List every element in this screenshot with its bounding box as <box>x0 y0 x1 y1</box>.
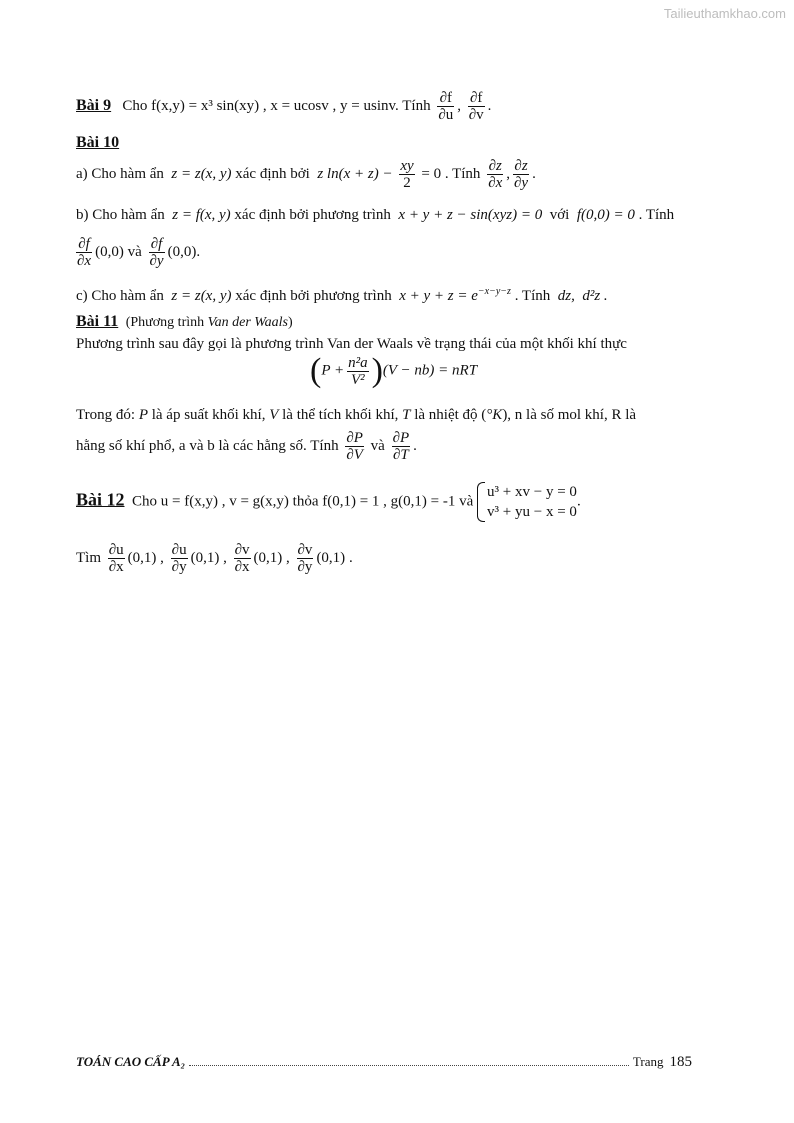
derivative-dv-dy: $\frac{\partial v}{\partial y}$ <box>297 542 313 575</box>
exercise-9: Bài 9 Cho f(x,y) = x³ sin(xy) , x = ucosv , y = usinv. Tính $\frac{\partial f}{\partial u}$ , $\frac{\partial f}{\partial v}$ . <box>76 90 492 123</box>
exercise-10-title-row <box>76 134 119 152</box>
exercise-10c-tinh: . Tính <box>514 288 551 304</box>
exercise-10a: a) Cho hàm ẩn z = z(x, y) xác định bởi z ln(x + z) − $\frac{xy}{2}$ = 0 . Tính $\frac{\partial z}{\partial x}$ , $\frac{\partial z}{\partial y}$ . <box>76 158 536 191</box>
exercise-10a-equation-left: z ln(x + z) − <box>317 165 393 182</box>
exponent: −x−y−z <box>477 286 511 297</box>
exercise-10b-tinh: . Tính <box>638 207 675 223</box>
exercise-11-definitions: Trong đó: P là áp suất khối khí, V là thể tích khối khí, T là nhiệt độ (°K), n là số mol khí, R là <box>76 407 637 423</box>
exercise-11-title: Bài 11 <box>76 313 119 330</box>
derivative-dv-dx: $\frac{\partial v}{\partial x}$ <box>234 542 250 575</box>
point-0-0: (0,0) <box>167 243 197 260</box>
exercise-12-title: Bài 12 <box>76 489 125 510</box>
footer-page: Trang 185 <box>632 1054 692 1070</box>
dz-term: dz, <box>557 288 575 304</box>
fraction-n2a-over-v2: $\frac{\text{n²a}}{\text{V²}}$ <box>348 354 368 388</box>
equation-system: u³ + xv − y = 0 v³ + yu − x = 0 <box>477 482 577 522</box>
derivative-df-dx: $\frac{\partial f}{\partial x}$ <box>77 236 92 269</box>
exercise-10b-condition: f(0,0) = 0 <box>576 207 635 223</box>
exercise-10c <box>76 283 608 305</box>
exercise-11-title-row <box>76 313 293 332</box>
exercise-12-text: Cho u = f(x,y) , v = g(x,y) thỏa f(0,1) = 1 , g(0,1) = -1 và <box>132 493 474 510</box>
exercise-10b-prefix: b) Cho hàm ẩn <box>76 207 165 223</box>
fraction-xy-over-2: $\frac{xy}{2}$ <box>400 158 414 191</box>
derivative-df-du: $\frac{\partial f}{\partial u}$ <box>438 90 454 123</box>
exercise-11-intro: Phương trình sau đây gọi là phương trình Van der Waals về trạng thái của một khối khí thực <box>76 336 627 352</box>
derivative-dp-dv: $\frac{\partial P}{\partial V}$ <box>346 430 363 463</box>
footer-title: TOÁN CAO CẤP A₂ <box>76 1054 186 1069</box>
derivative-du-dy: $\frac{\partial u}{\partial y}$ <box>171 542 187 575</box>
exercise-10c-prefix: c) Cho hàm ẩn <box>76 288 164 304</box>
derivative-dp-dt: $\frac{\partial P}{\partial T}$ <box>392 430 410 463</box>
exercise-10b-mid: xác định bởi phương trình <box>234 207 391 223</box>
and-text: và <box>127 243 142 260</box>
footer-dotted-leader <box>189 1065 629 1066</box>
exercise-9-text: Cho f(x,y) = x³ sin(xy) , x = ucosv , y = usinv. Tính <box>122 97 431 114</box>
page-footer <box>76 1054 692 1071</box>
exercise-10c-mid: xác định bởi phương trình <box>235 288 392 304</box>
exercise-10a-function: z = z(x, y) <box>171 165 232 182</box>
exercise-12-find: Tìm $\frac{\partial u}{\partial x}$ (0,1) , $\frac{\partial u}{\partial y}$ (0,1) , $\frac{\partial v}{\partial x}$ (0,1) , $\frac{\partial v}{\partial y}$ (0,1) . <box>76 542 353 575</box>
exercise-10a-mid: xác định bởi <box>235 165 310 182</box>
exercise-10b-function: z = f(x, y) <box>172 207 231 223</box>
exercise-10c-function: z = z(x, y) <box>171 288 232 304</box>
derivative-dz-dx: $\frac{\partial z}{\partial x}$ <box>488 158 503 191</box>
exercise-11-subtitle: (Phương trình Van der Waals) <box>125 315 293 330</box>
d2z-term: d²z . <box>582 288 608 304</box>
derivative-dz-dy: $\frac{\partial z}{\partial y}$ <box>514 158 529 191</box>
exercise-10a-equation-right: = 0 . Tính <box>421 165 481 182</box>
van-der-waals-equation: (P + $\frac{\text{n²a}}{\text{V²}}$ )(V − nb) = nRT <box>310 352 478 389</box>
exercise-10b <box>76 206 674 224</box>
exercise-9-title: Bài 9 <box>76 96 112 114</box>
exercise-10b-derivatives: $\frac{\partial f}{\partial x}$ (0,0) và $\frac{\partial f}{\partial y}$ (0,0). <box>77 236 201 269</box>
page-number: 185 <box>669 1054 692 1070</box>
point-0-0: (0,0) <box>95 243 124 260</box>
derivative-du-dx: $\frac{\partial u}{\partial x}$ <box>108 542 124 575</box>
derivative-df-dy: $\frac{\partial f}{\partial y}$ <box>149 236 164 269</box>
exercise-10a-prefix: a) Cho hàm ẩn <box>76 165 164 182</box>
exercise-10-title: Bài 10 <box>76 134 120 151</box>
watermark: Tailieuthamkhao.com <box>663 6 786 21</box>
exercise-12: Bài 12 Cho u = f(x,y) , v = g(x,y) thỏa f(0,1) = 1 , g(0,1) = -1 và u³ + xv − y = 0 v³ + yu − x = 0 . <box>76 484 581 520</box>
exercise-11-question: hằng số khí phổ, a và b là các hằng số. Tính $\frac{\partial P}{\partial V}$ và $\frac{\partial P}{\partial T}$ . <box>76 430 417 463</box>
exercise-10c-equation: x + y + z = e <box>399 288 478 304</box>
exercise-10b-with: với <box>549 207 570 223</box>
exercise-10b-equation: x + y + z − sin(xyz) = 0 <box>398 207 543 223</box>
derivative-df-dv: $\frac{\partial f}{\partial v}$ <box>468 90 484 123</box>
